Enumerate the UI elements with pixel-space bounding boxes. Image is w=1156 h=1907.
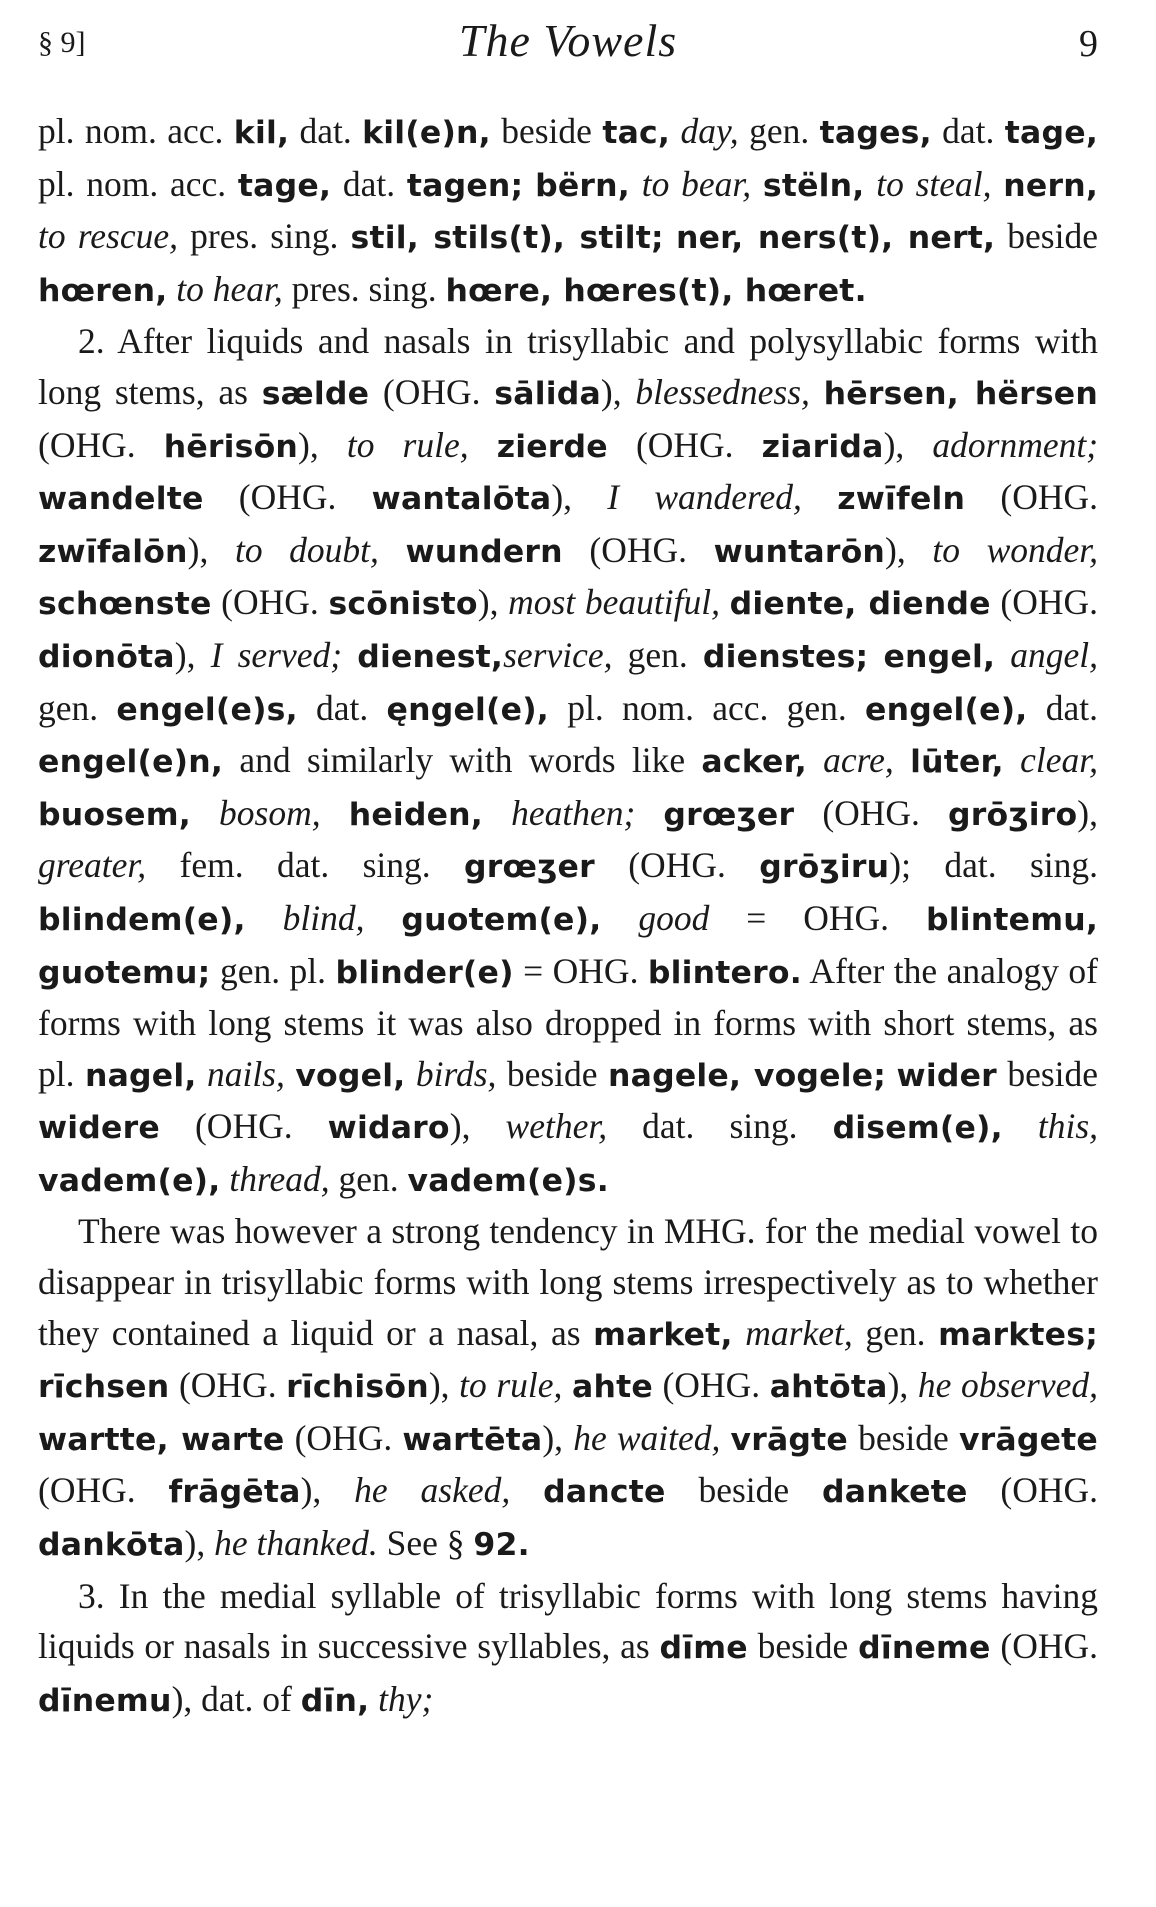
headword: nagel, xyxy=(84,1057,197,1094)
gloss: most beautiful, xyxy=(508,582,720,623)
paragraph-continuation xyxy=(38,106,1098,316)
headword: tac, xyxy=(602,115,671,151)
text-run xyxy=(601,898,638,938)
text-run: (OHG. xyxy=(159,1106,328,1147)
headword: zwīfeln xyxy=(837,481,966,518)
text-run xyxy=(321,793,349,833)
text-run: ), xyxy=(1077,792,1098,833)
gloss: thread, xyxy=(229,1158,330,1199)
gloss: he asked, xyxy=(354,1470,511,1511)
headword: grōʒiru xyxy=(759,849,890,886)
text-run: (OHG. xyxy=(562,529,714,570)
headword: zierde xyxy=(496,428,608,465)
text-run xyxy=(886,1054,896,1094)
gloss: I served; xyxy=(210,634,343,675)
text-run: ), xyxy=(174,634,211,675)
headword: ahtōta xyxy=(769,1369,888,1406)
headword: wundern xyxy=(405,533,563,570)
headword: tages, xyxy=(819,115,932,151)
text-run: ), xyxy=(883,424,933,465)
text-run: gen. xyxy=(738,111,820,151)
headword: heiden, xyxy=(348,796,483,833)
gloss: to bear, xyxy=(641,163,752,204)
text-run: and similarly with words like xyxy=(223,740,702,781)
text-run: ), xyxy=(184,1523,215,1564)
headword: vadem(e), xyxy=(38,1162,221,1199)
headword: dienest, xyxy=(357,638,504,675)
text-run xyxy=(469,425,497,465)
text-run: (OHG. xyxy=(211,582,329,623)
text-run: beside xyxy=(496,1053,608,1094)
text-run xyxy=(670,111,680,151)
text-run: (OHG. xyxy=(794,792,949,833)
gloss: clear, xyxy=(1020,740,1099,781)
page-title: The Vowels xyxy=(458,15,678,66)
text-run xyxy=(868,635,883,675)
text-run: pl. nom. acc. gen. xyxy=(548,687,866,728)
text-run: beside xyxy=(847,1417,959,1458)
text-run: beside xyxy=(747,1626,859,1667)
text-run xyxy=(369,1679,378,1719)
text-run: gen. xyxy=(38,687,117,728)
gloss: day, xyxy=(680,111,739,151)
text-run: gen. pl. xyxy=(210,950,336,991)
headword: wartte, warte xyxy=(38,1421,285,1458)
gloss: to doubt, xyxy=(234,529,379,570)
text-run: dat. xyxy=(331,163,407,204)
text-run xyxy=(802,477,837,517)
headword: 92. xyxy=(473,1527,530,1564)
headword: kil, xyxy=(233,115,290,151)
headword: nagele, vogele; xyxy=(607,1057,887,1094)
text-run: (OHG. xyxy=(652,1365,770,1406)
text-run: (OHG. xyxy=(169,1365,287,1406)
headword: marktes; xyxy=(938,1316,1098,1353)
headword: vogel, xyxy=(295,1057,406,1094)
headword: market, xyxy=(593,1316,733,1353)
headword: blinder(e) xyxy=(335,954,514,991)
headword: hœren, xyxy=(38,272,168,309)
text-run: ), xyxy=(187,529,235,570)
headword: rīchsen xyxy=(38,1369,170,1406)
paragraph-2 xyxy=(38,316,1098,1206)
headword: ahte xyxy=(571,1369,653,1406)
gloss: nails, xyxy=(206,1053,285,1094)
headword: acker, xyxy=(701,744,807,781)
text-run xyxy=(807,740,823,780)
headword: wuntarōn xyxy=(713,533,886,570)
text-run xyxy=(635,793,663,833)
headword: tagen; xyxy=(406,167,524,204)
gloss: heathen; xyxy=(511,792,636,833)
gloss: angel, xyxy=(1010,634,1099,675)
text-run xyxy=(1004,740,1020,780)
headword: blindem(e), xyxy=(38,901,246,938)
text-run: dat. xyxy=(289,111,363,151)
headword: wider xyxy=(896,1057,997,1094)
headword: diente, diende xyxy=(729,586,991,623)
headword: stëln, xyxy=(762,167,865,204)
text-run xyxy=(220,1159,229,1199)
text-run: ), xyxy=(300,1470,355,1511)
text-run xyxy=(246,898,283,938)
text-run: = OHG. xyxy=(709,897,926,938)
text-run: ), xyxy=(542,1417,574,1458)
headword: dienstes; xyxy=(702,638,869,675)
gloss: adornment; xyxy=(932,424,1099,465)
running-header xyxy=(38,8,1098,68)
gloss: wether, xyxy=(505,1106,608,1147)
headword: hērsen, hërsen xyxy=(823,375,1098,412)
text-run: ), xyxy=(477,582,509,623)
gloss: I wandered, xyxy=(607,477,802,518)
body-text xyxy=(38,106,1098,1726)
text-run: fem. dat. sing. xyxy=(146,845,464,886)
text-run: (OHG. xyxy=(203,477,372,518)
text-run: After the analogy of forms with long stems it was also dropped in forms with short stems, as pl. xyxy=(38,950,1098,1094)
headword: vadem(e)s. xyxy=(407,1162,609,1199)
headword: engel(e)n, xyxy=(38,744,224,781)
headword: vrāgete xyxy=(958,1421,1098,1458)
text-run xyxy=(810,372,824,412)
text-run xyxy=(664,216,676,256)
headword: widere xyxy=(38,1110,160,1147)
text-run: (OHG. xyxy=(594,845,760,886)
gloss: to rescue, xyxy=(38,216,178,257)
headword: dankete xyxy=(822,1474,968,1511)
headword: vrāgte xyxy=(730,1421,848,1458)
headword: engel, xyxy=(883,638,996,675)
headword: hērisōn xyxy=(163,428,299,465)
gloss: he waited, xyxy=(573,1417,721,1458)
text-run: ), xyxy=(600,371,636,412)
headword: ner, ners(t), nert, xyxy=(675,220,996,257)
text-run xyxy=(483,793,511,833)
gloss: this, xyxy=(1037,1106,1099,1147)
text-run: gen. xyxy=(329,1158,408,1199)
text-run xyxy=(364,898,401,938)
gloss: bosom, xyxy=(219,792,321,833)
text-run xyxy=(720,1418,730,1458)
text-run: 3. In the medial syllable of trisyllabic forms with long stems having liquids or nasals in successive syllables, as xyxy=(38,1575,1098,1667)
text-run: ), dat. of xyxy=(171,1678,301,1719)
text-run: dat. xyxy=(297,687,387,728)
text-run xyxy=(379,530,406,570)
text-run: pl. nom. acc. xyxy=(38,163,238,204)
headword: wartēta xyxy=(402,1421,543,1458)
headword: disem(e), xyxy=(832,1110,1003,1147)
gloss: he observed, xyxy=(917,1365,1099,1406)
text-run xyxy=(733,1313,746,1353)
text-run: dat. xyxy=(1027,687,1098,728)
headword: hœre, hœres(t), hœret. xyxy=(445,272,867,309)
text-run: dat. xyxy=(931,111,1005,151)
gloss: blessedness, xyxy=(635,371,810,412)
headword: sælde xyxy=(261,375,370,412)
text-run: See § xyxy=(377,1523,474,1564)
headword: dīneme xyxy=(858,1630,991,1667)
headword: rīchisōn xyxy=(286,1369,429,1406)
text-run xyxy=(751,164,763,204)
headword: stil, stils(t), stilt; xyxy=(350,220,664,257)
headword: dankōta xyxy=(38,1527,185,1564)
text-run: ), xyxy=(428,1365,460,1406)
text-run: (OHG. xyxy=(38,424,164,465)
text-run: beside xyxy=(995,216,1098,257)
headword: scōnisto xyxy=(328,586,478,623)
text-run xyxy=(405,1054,415,1094)
text-run: ), xyxy=(449,1106,506,1147)
text-run: = OHG. xyxy=(513,950,648,991)
text-run xyxy=(285,1054,295,1094)
headword: dīnemu xyxy=(38,1682,172,1719)
text-run xyxy=(523,164,535,204)
text-run: ), xyxy=(298,424,347,465)
text-run: (OHG. xyxy=(990,582,1098,623)
text-run: ); dat. sing. xyxy=(889,845,1098,886)
headword: grœʒer xyxy=(464,849,595,886)
headword: schœnste xyxy=(38,586,212,623)
headword: guotem(e), xyxy=(401,901,602,938)
headword: grōʒiro xyxy=(948,796,1078,833)
text-run: dat. sing. xyxy=(607,1106,833,1147)
headword: tage, xyxy=(237,167,332,204)
paragraph-3 xyxy=(38,1571,1098,1727)
headword: bërn, xyxy=(535,167,630,204)
headword: ziarida xyxy=(761,428,884,465)
headword: buosem, xyxy=(38,796,191,833)
text-run: pres. sing. xyxy=(282,268,446,309)
page-number: 9 xyxy=(1079,23,1098,65)
gloss: to rule, xyxy=(346,424,469,465)
gloss: birds, xyxy=(415,1053,497,1094)
text-run: ), xyxy=(885,529,933,570)
headword: dīme xyxy=(659,1630,748,1667)
gloss: to hear, xyxy=(176,268,283,309)
text-run xyxy=(510,1470,543,1510)
text-run: (OHG. xyxy=(369,371,495,412)
gloss: he thanked. xyxy=(214,1523,378,1564)
text-run: gen. xyxy=(612,634,703,675)
text-run: (OHG. xyxy=(284,1417,403,1458)
paragraph-however xyxy=(38,1206,1098,1570)
text-run: (OHG. xyxy=(965,477,1099,518)
headword: blintemu, guotemu; xyxy=(38,901,1099,991)
text-run xyxy=(894,740,910,780)
headword: nern, xyxy=(1003,167,1099,204)
text-run: beside xyxy=(490,111,603,151)
text-run xyxy=(197,1054,207,1094)
gloss: good xyxy=(638,897,710,938)
headword: grœʒer xyxy=(663,796,795,833)
gloss: acre, xyxy=(823,740,894,781)
text-run: ), xyxy=(551,477,608,518)
text-run xyxy=(720,582,730,622)
headword: dionōta xyxy=(38,638,175,675)
headword: dancte xyxy=(543,1474,666,1511)
headword: frāgēta xyxy=(168,1474,301,1511)
gloss: service, xyxy=(503,634,613,675)
headword: dīn, xyxy=(300,1682,370,1719)
text-run xyxy=(864,164,876,204)
text-run: gen. xyxy=(852,1312,939,1353)
headword: kil(e)n, xyxy=(362,115,491,151)
text-run xyxy=(1003,1106,1038,1146)
text-run: (OHG. xyxy=(38,1470,169,1511)
gloss: to wonder, xyxy=(932,529,1099,570)
gloss: thy; xyxy=(378,1678,434,1719)
headword: ęngel(e), xyxy=(386,691,549,728)
section-reference: § 9] xyxy=(38,26,86,59)
text-run: pl. nom. acc. xyxy=(38,111,234,151)
gloss: to steal, xyxy=(876,163,992,204)
text-run: beside xyxy=(665,1470,823,1511)
headword: lūter, xyxy=(910,744,1004,781)
headword: tage, xyxy=(1004,115,1098,151)
text-run: pres. sing. xyxy=(177,216,351,257)
text-run xyxy=(342,635,357,675)
text-run: ), xyxy=(887,1365,918,1406)
text-run xyxy=(995,635,1010,675)
text-run xyxy=(167,269,176,309)
text-run: beside xyxy=(996,1053,1099,1094)
headword: engel(e), xyxy=(865,691,1028,728)
gloss: greater, xyxy=(38,845,147,886)
text-run: (OHG. xyxy=(607,424,762,465)
text-run: (OHG. xyxy=(967,1470,1099,1511)
text-run xyxy=(630,164,642,204)
headword: sālida xyxy=(494,375,601,412)
text-run xyxy=(562,1365,572,1405)
headword: wantalōta xyxy=(371,481,552,518)
text-run: 2. After liquids and nasals in trisyllabic and polysyllabic forms with long stems, as xyxy=(38,321,1098,412)
text-run: (OHG. xyxy=(990,1626,1098,1667)
headword: widaro xyxy=(327,1110,450,1147)
text-run xyxy=(191,793,219,833)
gloss: blind, xyxy=(282,897,365,938)
gloss: to rule, xyxy=(459,1365,563,1406)
text-run: There was however a strong tendency in MHG. for the medial vowel to disappear in trisyllabic forms with long stems irrespectively as to whether they contained a liquid or a nasal, as xyxy=(38,1211,1098,1353)
headword: blintero. xyxy=(647,954,802,991)
gloss: market, xyxy=(745,1312,853,1353)
headword: zwīfalōn xyxy=(38,533,188,570)
headword: engel(e)s, xyxy=(116,691,298,728)
headword: wandelte xyxy=(38,481,204,518)
text-run xyxy=(992,164,1004,204)
